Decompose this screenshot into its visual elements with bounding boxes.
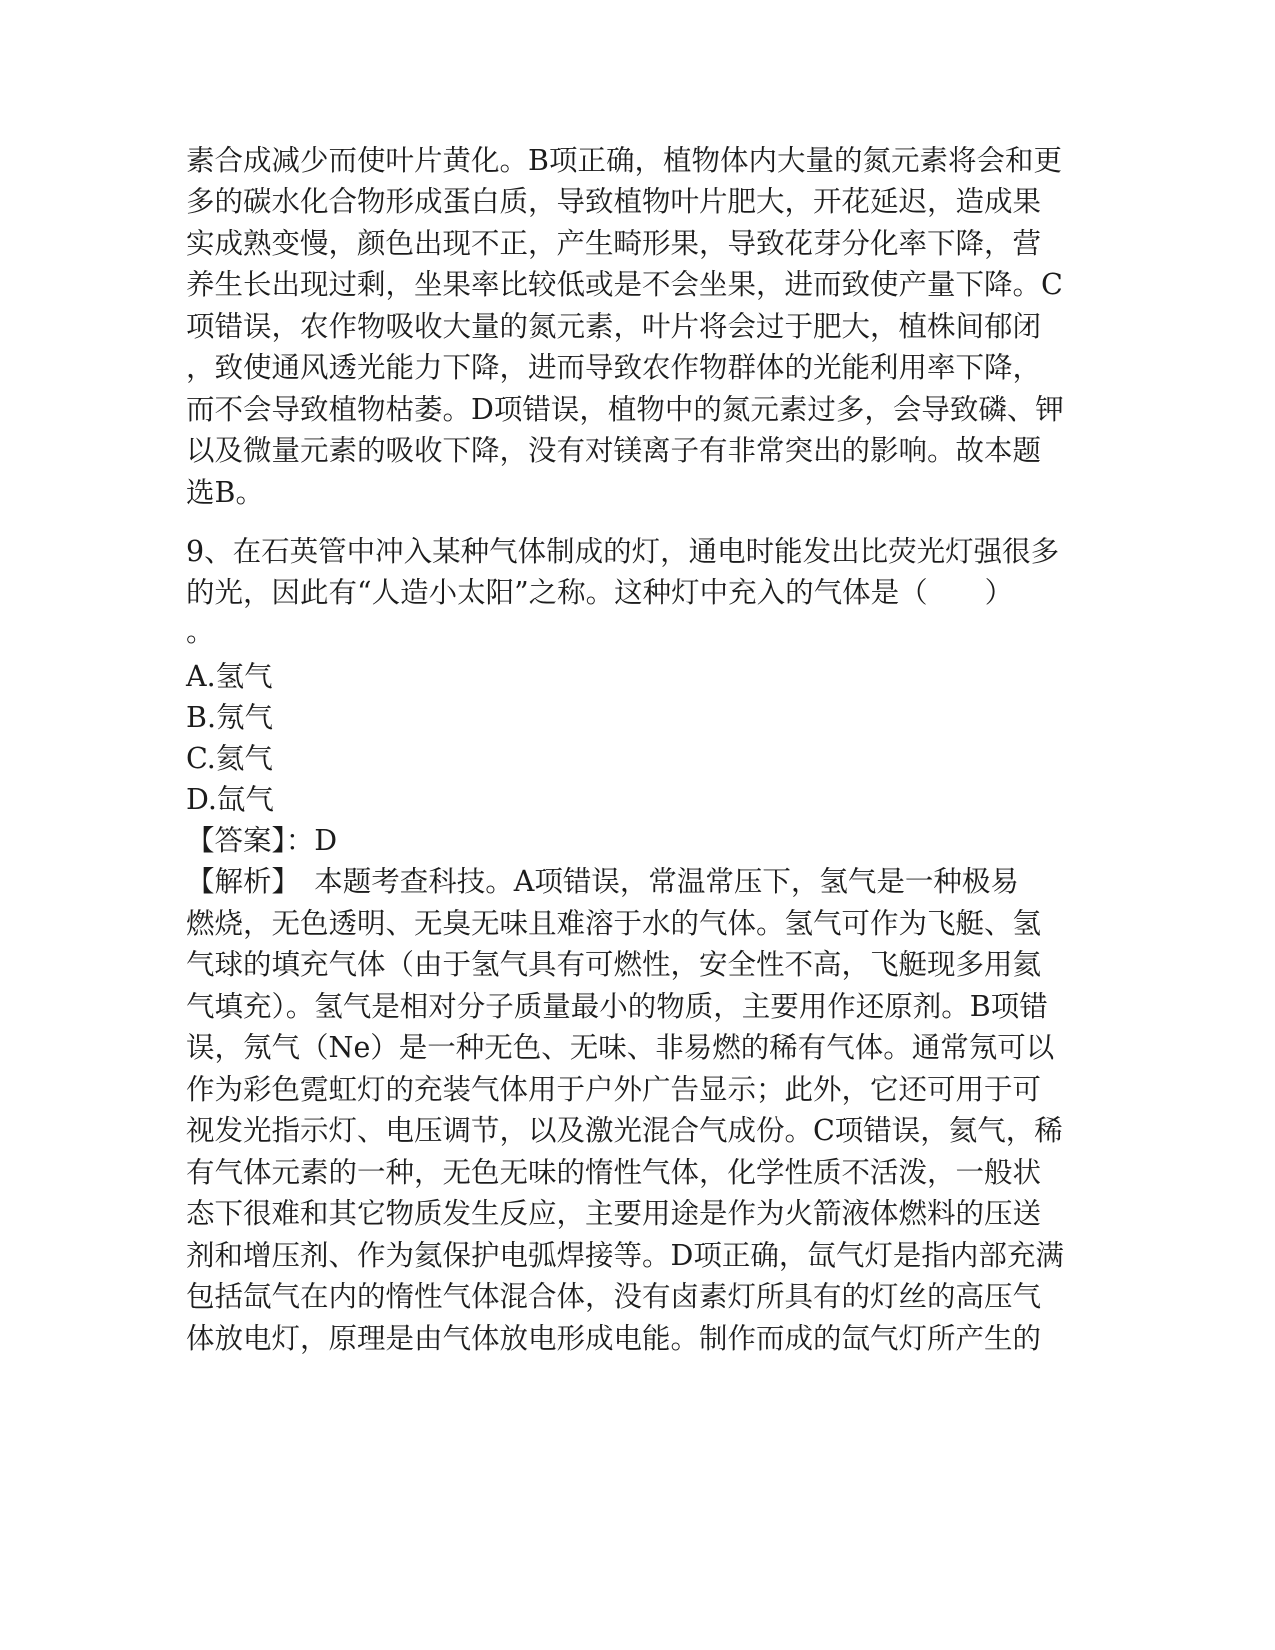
prev-explanation-line: 养生长出现过剩，坐果率比较低或是不会坐果，进而致使产量下降。C — [186, 268, 1063, 301]
prev-explanation-line: 而不会导致植物枯萎。D项错误，植物中的氮元素过多，会导致磷、钾 — [186, 393, 1064, 426]
prev-explanation-line: 以及微量元素的吸收下降，没有对镁离子有非常突出的影响。故本题 — [186, 434, 1042, 467]
explanation-line: 气球的填充气体（由于氢气具有可燃性，安全性不高，飞艇现多用氦 — [186, 948, 1042, 981]
explanation-line: 燃烧，无色透明、无臭无味且难溶于水的气体。氢气可作为飞艇、氢 — [186, 907, 1042, 940]
explanation-line: 包括氙气在内的惰性气体混合体，没有卤素灯所具有的灯丝的高压气 — [186, 1280, 1042, 1313]
prev-explanation-line: ，致使通风透光能力下降，进而导致农作物群体的光能利用率下降， — [186, 351, 1042, 384]
option-b: B.氖气 — [186, 701, 274, 734]
prev-explanation-line: 项错误，农作物吸收大量的氮元素，叶片将会过于肥大，植株间郁闭 — [186, 310, 1042, 343]
prev-explanation-line: 素合成减少而使叶片黄化。B项正确，植物体内大量的氮元素将会和更 — [186, 144, 1062, 177]
explanation-line: 视发光指示灯、电压调节，以及激光混合气成份。C项错误，氦气，稀 — [186, 1114, 1063, 1147]
prev-explanation-line: 实成熟变慢，颜色出现不正，产生畸形果，导致花芽分化率下降，营 — [186, 227, 1042, 260]
prev-explanation-line: 选B。 — [186, 476, 264, 509]
question-text-line: 。 — [186, 615, 215, 648]
explanation-line: 有气体元素的一种，无色无味的惰性气体，化学性质不活泼，一般状 — [186, 1156, 1042, 1189]
explanation-line: 【解析】 本题考查科技。A项错误，常温常压下，氢气是一种极易 — [186, 865, 1019, 898]
question-text-line: 的光，因此有“人造小太阳”之称。这种灯中充入的气体是（ ） — [186, 576, 1014, 609]
explanation-line: 态下很难和其它物质发生反应，主要用途是作为火箭液体燃料的压送 — [186, 1197, 1042, 1230]
explanation-line: 剂和增压剂、作为氦保护电弧焊接等。D项正确，氙气灯是指内部充满 — [186, 1239, 1064, 1272]
explanation-line: 体放电灯，原理是由气体放电形成电能。制作而成的氙气灯所产生的 — [186, 1322, 1042, 1355]
answer-line: 【答案】：D — [186, 824, 338, 857]
question-text-line: 9、在石英管中冲入某种气体制成的灯，通电时能发出比荧光灯强很多 — [186, 535, 1060, 568]
explanation-line: 气填充）。氢气是相对分子质量最小的物质，主要用作还原剂。B项错 — [186, 990, 1048, 1023]
option-c: C.氦气 — [186, 742, 273, 775]
option-d: D.氙气 — [186, 783, 274, 816]
explanation-line: 误，氖气（Ne）是一种无色、无味、非易燃的稀有气体。通常氖可以 — [186, 1031, 1055, 1064]
prev-explanation-line: 多的碳水化合物形成蛋白质，导致植物叶片肥大，开花延迟，造成果 — [186, 185, 1042, 218]
option-a: A.氢气 — [186, 660, 273, 693]
explanation-line: 作为彩色霓虹灯的充装气体用于户外广告显示；此外，它还可用于可 — [186, 1073, 1042, 1106]
